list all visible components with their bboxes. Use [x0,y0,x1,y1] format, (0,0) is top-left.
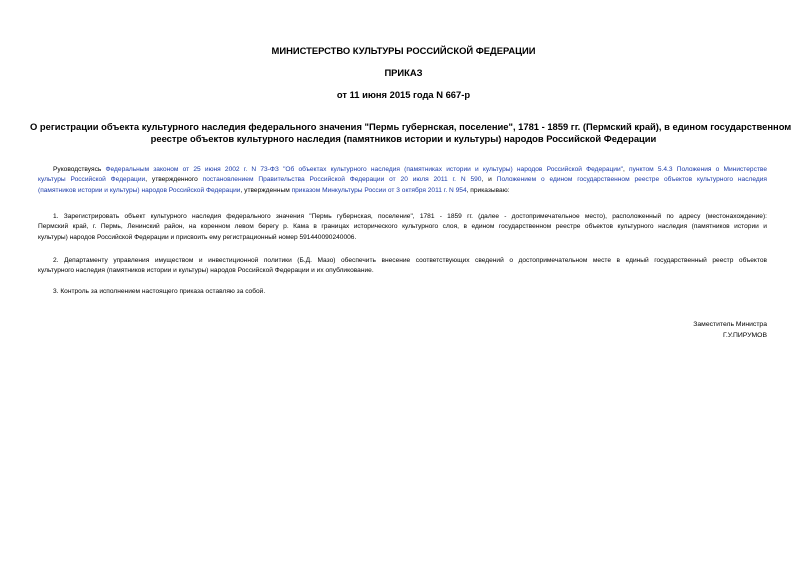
preamble-line [38,186,767,196]
registry-regulation-link[interactable]: (памятников истории и культуры) народов Российской Федерации [38,186,241,194]
order-item-1 [38,212,767,243]
regulation-clause-link[interactable]: пунктом 5.4.3 Положения о Министерстве [629,166,767,173]
preamble-line [38,165,767,175]
preamble-text: Руководствуясь [53,166,106,173]
signatory-position: Заместитель Министра [693,321,767,328]
preamble-paragraph [38,165,767,196]
signatory-name: Г.У.ПИРУМОВ [723,332,767,339]
federal-law-link[interactable]: Федеральным законом от 25 июня 2002 г. N 73-ФЗ "Об объектах культурного наследия (памятниках истории и культуры) народов Российской Федерации" [105,166,624,173]
preamble-text: , и [481,176,497,184]
order-item-3 [38,287,767,297]
item-line: 3. Контроль за исполнением настоящего приказа оставляю за собой. [53,288,266,295]
item-line: 2. Департаменту управления имуществом и инвестиционной политики (Б.Д. Мазо) обеспечить внесение соответствующих сведений о достопримечательном месте в единый государственный реестр объектов [53,257,767,264]
item-line: культуры) народов Российской Федерации и присвоить ему регистрационный номер 591440090240006. [38,233,357,241]
preamble-text: , [623,166,630,173]
preamble-text: , приказываю: [466,186,510,194]
item-line: культурного наследия (памятников истории и культуры) народов Российской Федерации и их опубликование. [38,267,374,275]
government-decree-link[interactable]: постановлением Правительства Российской Федерации от 20 июля 2011 г. N 590 [202,176,482,184]
item-line: Пермский край, г. Пермь, Ленинский район, на коренном левом берегу р. Кама в границах исторического культурного слоя, в едином государственном реестре объектов культурного наследия (памятников истории и [38,223,767,231]
title-line: О регистрации объекта культурного наследия федерального значения "Пермь губернская, поселение", 1781 - 1859 гг. (Пермский край), в едином государственном [30,121,792,132]
ministry-order-link[interactable]: приказом Минкультуры России от 3 октября 2011 г. N 954 [291,186,467,194]
document-type-heading: ПРИКАЗ [384,67,423,78]
preamble-line [38,175,767,185]
preamble-text: , утвержденного [145,176,203,184]
document-title [30,121,792,145]
registry-regulation-link[interactable]: Положением о едином государственном реестре объектов культурного наследия [496,176,767,184]
preamble-text: , утвержденным [240,186,292,194]
order-date-number: от 11 июня 2015 года N 667-р [336,89,471,100]
ministry-heading: МИНИСТЕРСТВО КУЛЬТУРЫ РОССИЙСКОЙ ФЕДЕРАЦИИ [271,45,536,56]
regulation-clause-link[interactable]: культуры Российской Федерации [38,176,146,184]
order-item-2 [38,256,767,277]
title-line: реестре объектов культурного наследия (памятников истории и культуры) народов Российской Федерации [150,133,657,144]
item-line: 1. Зарегистрировать объект культурного наследия федерального значения "Пермь губернская, поселение", 1781 - 1859 гг. (далее - достопримечательное место), расположенный по адресу (местонахождение): [53,213,767,220]
